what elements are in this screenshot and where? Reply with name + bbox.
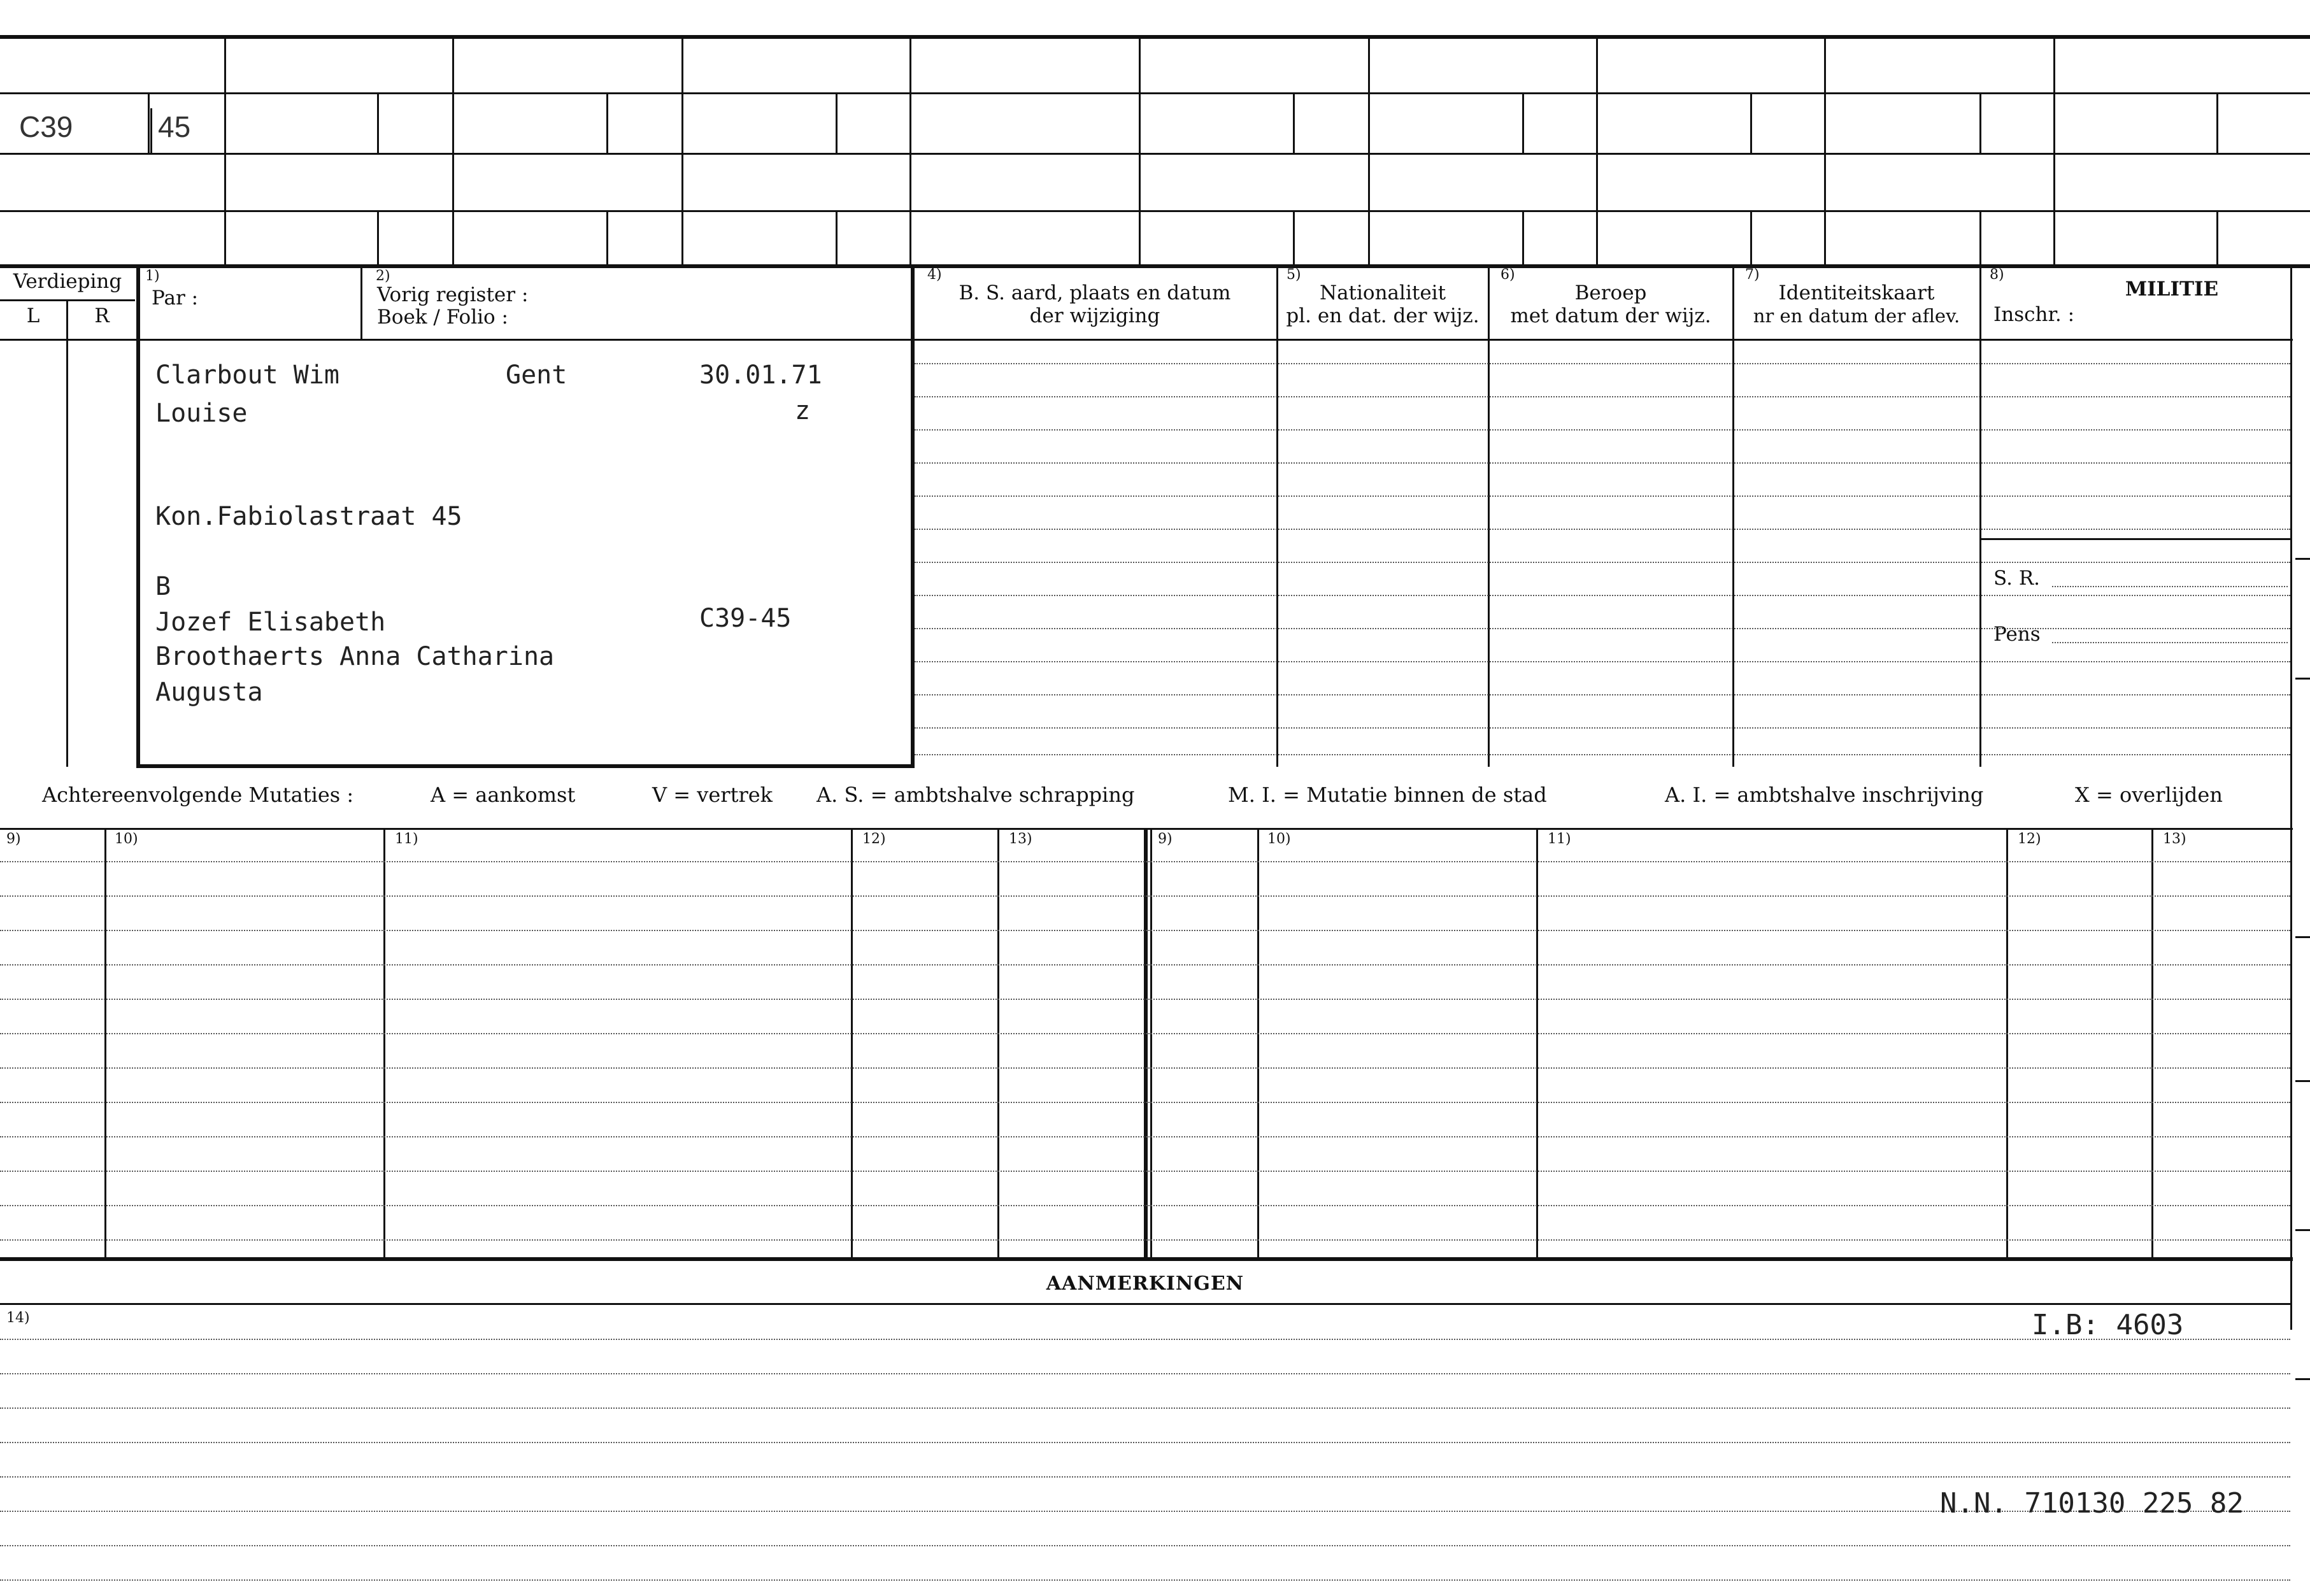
- nationaliteit-label-1: Nationaliteit: [1319, 281, 1446, 304]
- edge-tick: [2295, 1378, 2310, 1380]
- inschr-label: Inschr. :: [1993, 303, 2075, 326]
- grid-tick: [606, 212, 608, 264]
- col6-num: 6): [1501, 267, 1515, 283]
- grid-tick: [377, 212, 379, 264]
- vorig-register-label: Vorig register :: [377, 283, 529, 306]
- sr-line: [2052, 586, 2288, 587]
- sr-label: S. R.: [1993, 567, 2041, 590]
- grid-tick: [1979, 94, 1981, 153]
- nn-number: N.N. 710130 225 82: [1940, 1487, 2244, 1520]
- pens-line: [2052, 642, 2288, 643]
- mutation-v: V = vertrek: [652, 783, 773, 807]
- grid-vline: [1368, 37, 1370, 264]
- militie-divider: [1979, 538, 2290, 540]
- grid-line: [0, 153, 2310, 155]
- grid-tick: [1522, 212, 1524, 264]
- col5-num: 5): [1287, 267, 1301, 283]
- grid-line: [0, 264, 2310, 268]
- grid-vline: [2053, 37, 2055, 264]
- pens-label: Pens: [1993, 623, 2041, 646]
- remarks-num: 14): [6, 1310, 30, 1326]
- house-code: C39: [19, 110, 73, 143]
- l-label: L: [26, 304, 40, 327]
- grid-vline: [909, 37, 911, 264]
- col1-num: 1): [145, 268, 160, 284]
- house-number: 45: [158, 110, 191, 143]
- par-box-bottom: [136, 764, 915, 768]
- grid-line: [0, 210, 2310, 212]
- grid-vline: [1596, 37, 1598, 264]
- mutations-title: Achtereenvolgende Mutaties :: [42, 783, 354, 807]
- beroep-label-1: Beroep: [1574, 281, 1647, 304]
- person-name: Clarbout Wim: [155, 360, 339, 390]
- grid-tick: [2216, 212, 2218, 264]
- nationaliteit-label-2: pl. en dat. der wijz.: [1286, 304, 1479, 327]
- mut-left-col-11: 11): [395, 831, 418, 847]
- grid-tick: [1293, 94, 1295, 153]
- right-border: [2290, 266, 2292, 1330]
- grid-vline: [452, 37, 454, 264]
- edge-tick: [2295, 1080, 2310, 1082]
- grid-tick: [148, 94, 150, 153]
- person-birthplace: Gent: [506, 360, 567, 390]
- verdieping-label: Verdieping: [13, 270, 122, 293]
- edge-tick: [2295, 1229, 2310, 1231]
- mutation-mi: M. I. = Mutatie binnen de stad: [1228, 783, 1547, 807]
- col-divider: [360, 266, 362, 339]
- grid-tick: [836, 212, 838, 264]
- grid-line: [0, 92, 2310, 94]
- grid-tick: [2216, 94, 2218, 153]
- col-divider: [136, 266, 140, 767]
- grid-tick: [1293, 212, 1295, 264]
- col-l-r-divider: [66, 299, 68, 767]
- grid-tick: [1979, 212, 1981, 264]
- edge-tick: [2295, 558, 2310, 560]
- person-father: Jozef Elisabeth: [155, 608, 386, 637]
- mut-right-col-9: 9): [1158, 831, 1173, 847]
- mut-left-col-12: 12): [862, 831, 886, 847]
- mut-left-col-10: 10): [115, 831, 138, 847]
- top-border: [0, 35, 2310, 39]
- grid-tick: [836, 94, 838, 153]
- person-mark: z: [795, 396, 811, 425]
- grid-vline: [681, 37, 683, 264]
- mut-left-col-13: 13): [1009, 831, 1032, 847]
- person-code: B: [155, 572, 171, 601]
- grid-vline: [224, 37, 226, 264]
- handwritten-divider: [150, 108, 152, 153]
- person-mother: Broothaerts Anna Catharina: [155, 642, 555, 671]
- militie-title: MILITIE: [2125, 278, 2219, 301]
- grid-tick: [1750, 212, 1752, 264]
- ib-number: I.B: 4603: [2032, 1309, 2184, 1341]
- mut-right-col-13: 13): [2163, 831, 2186, 847]
- mut-right-col-11: 11): [1548, 831, 1571, 847]
- col2-num: 2): [376, 268, 390, 284]
- par-label: Par :: [152, 287, 199, 310]
- person-mother-2: Augusta: [155, 678, 263, 707]
- r-label: R: [94, 304, 110, 327]
- person-second-name: Louise: [155, 399, 248, 428]
- grid-vline: [1139, 37, 1141, 264]
- remarks-dotted-lines: [0, 1303, 2290, 1596]
- mutation-ai: A. I. = ambtshalve inschrijving: [1665, 783, 1984, 807]
- edge-tick: [2295, 678, 2310, 680]
- mutation-x: X = overlijden: [2075, 783, 2223, 807]
- identiteitskaart-label-2: nr en datum der aflev.: [1753, 305, 1960, 327]
- identiteitskaart-label-1: Identiteitskaart: [1778, 281, 1935, 304]
- mut-left-col-9: 9): [6, 831, 21, 847]
- beroep-label-2: met datum der wijz.: [1510, 304, 1711, 327]
- person-birthdate: 30.01.71: [699, 360, 822, 390]
- edge-tick: [2295, 936, 2310, 938]
- remarks-title: AANMERKINGEN: [1046, 1272, 1244, 1295]
- grid-vline: [1824, 37, 1826, 264]
- bs-label-1: B. S. aard, plaats en datum: [959, 281, 1231, 304]
- mutation-a: A = aankomst: [431, 783, 576, 807]
- col4-num: 4): [927, 267, 942, 283]
- grid-tick: [1750, 94, 1752, 153]
- person-ref: C39-45: [699, 604, 792, 633]
- col7-num: 7): [1745, 267, 1760, 283]
- mutations-bottom-line: [0, 1257, 2293, 1261]
- grid-tick: [377, 94, 379, 153]
- grid-tick: [606, 94, 608, 153]
- bs-label-2: der wijziging: [1029, 304, 1160, 327]
- mut-right-col-10: 10): [1267, 831, 1291, 847]
- col8-num: 8): [1990, 267, 2004, 283]
- boek-folio-label: Boek / Folio :: [377, 306, 508, 329]
- mutations-dotted-lines: [0, 828, 2290, 1257]
- mutation-as: A. S. = ambtshalve schrapping: [816, 783, 1135, 807]
- mut-right-col-12: 12): [2018, 831, 2041, 847]
- body-dotted-lines: [915, 339, 2290, 767]
- grid-tick: [1522, 94, 1524, 153]
- person-address: Kon.Fabiolastraat 45: [155, 502, 462, 531]
